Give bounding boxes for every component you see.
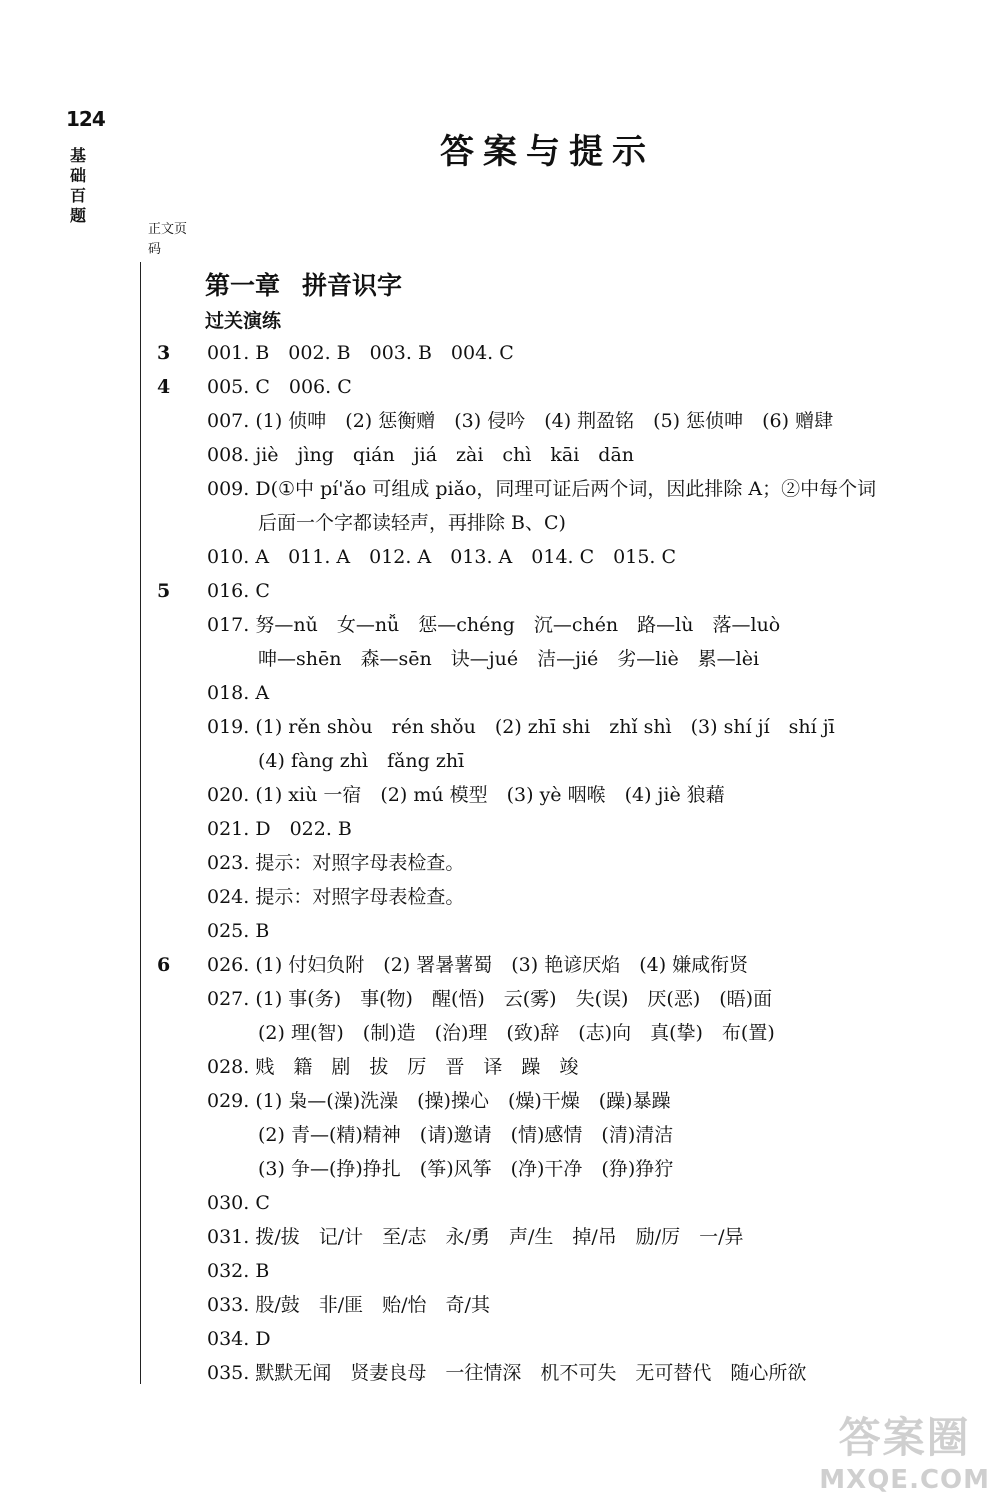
answer-text: (3) 争—(挣)挣扎 (筝)风筝 (净)干净 (狰)狰狞 bbox=[258, 1158, 674, 1180]
answer-text: (2) 理(智) (制)造 (治)理 (致)辞 (志)向 真(挚) 布(置) bbox=[258, 1022, 775, 1044]
answer-line bbox=[0, 1220, 1000, 1254]
answer-line bbox=[0, 370, 1000, 404]
answer-line bbox=[0, 676, 1000, 710]
answer-line bbox=[0, 948, 1000, 982]
section-heading: 过关演练 bbox=[205, 310, 282, 332]
answer-line bbox=[0, 982, 1000, 1016]
answer-text: 后面一个字都读轻声，再排除 B、C) bbox=[258, 512, 566, 534]
chapter-heading bbox=[205, 266, 402, 302]
answer-line bbox=[0, 1288, 1000, 1322]
answer-line bbox=[0, 574, 1000, 608]
page-title: 答案与提示 bbox=[440, 132, 655, 172]
chapter-name: 拼音识字 bbox=[302, 271, 403, 300]
answer-line bbox=[0, 540, 1000, 574]
answer-line bbox=[0, 1356, 1000, 1390]
answer-text: 001. B 002. B 003. B 004. C bbox=[207, 342, 514, 364]
answer-line bbox=[0, 1050, 1000, 1084]
answer-text: 009. D(①中 pí'ǎo 可组成 piǎo，同理可证后两个词，因此排除 A；②中每个词 bbox=[207, 478, 877, 500]
answer-text: 呻—shēn 森—sēn 诀—jué 洁—jié 劣—liè 累—lèi bbox=[258, 648, 760, 670]
answer-text: 020. (1) xiù 一宿 (2) mú 模型 (3) yè 咽喉 (4) jiè 狼藉 bbox=[207, 784, 725, 806]
answer-line bbox=[0, 1152, 1000, 1186]
chapter-label: 第一章 bbox=[205, 271, 281, 300]
answer-text: 027. (1) 事(务) 事(物) 醒(悟) 云(雾) 失(误) 厌(恶) (晤)面 bbox=[207, 988, 773, 1010]
answer-line bbox=[0, 778, 1000, 812]
page-ref: 4 bbox=[157, 376, 171, 398]
page-ref: 6 bbox=[157, 954, 171, 976]
answer-line bbox=[0, 1186, 1000, 1220]
answer-text: 025. B bbox=[207, 920, 270, 942]
answer-line bbox=[0, 608, 1000, 642]
answer-text: 016. C bbox=[207, 580, 270, 602]
answer-line bbox=[0, 642, 1000, 676]
page-ref: 5 bbox=[157, 580, 171, 602]
answer-line bbox=[0, 744, 1000, 778]
answer-text: 023. 提示：对照字母表检查。 bbox=[207, 852, 465, 874]
page-ref: 3 bbox=[157, 342, 171, 364]
answer-text: 026. (1) 付妇负附 (2) 署暑薯蜀 (3) 艳谚厌焰 (4) 嫌咸衔贤 bbox=[207, 954, 749, 976]
answer-line bbox=[0, 1322, 1000, 1356]
answer-text: 031. 拨/拔 记/计 至/志 永/勇 声/生 掉/吊 励/厉 一/异 bbox=[207, 1226, 744, 1248]
answer-text: 008. jiè jìng qián jiá zài chì kāi dān bbox=[207, 444, 635, 466]
answer-text: 010. A 011. A 012. A 013. A 014. C 015. C bbox=[207, 546, 677, 568]
answer-text: 021. D 022. B bbox=[207, 818, 352, 840]
answer-line bbox=[0, 336, 1000, 370]
watermark bbox=[819, 1405, 990, 1495]
answer-text: 032. B bbox=[207, 1260, 270, 1282]
answer-text: 033. 股/鼓 非/匪 贻/怡 奇/其 bbox=[207, 1294, 490, 1316]
watermark-url: MXQE.COM bbox=[819, 1465, 990, 1495]
answer-text: (4) fàng zhì fǎng zhī bbox=[258, 750, 465, 772]
answer-text: 030. C bbox=[207, 1192, 270, 1214]
side-label: 基础百题 bbox=[70, 146, 87, 225]
answer-text: 028. 贱 籍 剧 拔 厉 晋 译 躁 竣 bbox=[207, 1056, 579, 1078]
answer-line bbox=[0, 880, 1000, 914]
answer-line bbox=[0, 914, 1000, 948]
answer-text: 018. A bbox=[207, 682, 270, 704]
answer-text: 035. 默默无闻 贤妻良母 一往情深 机不可失 无可替代 随心所欲 bbox=[207, 1362, 807, 1384]
answer-line bbox=[0, 404, 1000, 438]
answer-text: 019. (1) rěn shòu rén shǒu (2) zhī shi zhǐ shì (3) shí jí shí jī bbox=[207, 716, 835, 738]
answer-text: (2) 青—(精)精神 (请)邀请 (情)感情 (清)清洁 bbox=[258, 1124, 674, 1146]
answer-line bbox=[0, 1016, 1000, 1050]
answer-line bbox=[0, 1254, 1000, 1288]
page-number: 124 bbox=[66, 107, 105, 131]
answer-line bbox=[0, 1084, 1000, 1118]
answer-text: 017. 努—nǔ 女—nǚ 惩—chéng 沉—chén 路—lù 落—luò bbox=[207, 614, 781, 636]
answer-line bbox=[0, 506, 1000, 540]
answer-text: 024. 提示：对照字母表检查。 bbox=[207, 886, 465, 908]
answer-line bbox=[0, 846, 1000, 880]
watermark-logo: 答案圈 bbox=[838, 1413, 971, 1462]
answer-text: 005. C 006. C bbox=[207, 376, 352, 398]
answer-text: 007. (1) 侦呻 (2) 惩衡赠 (3) 侵吟 (4) 荆盈铭 (5) 惩侦呻 (6) 赠肆 bbox=[207, 410, 834, 432]
answer-text: 029. (1) 枭—(澡)洗澡 (操)操心 (燥)干燥 (躁)暴躁 bbox=[207, 1090, 671, 1112]
column-header: 正文页码 bbox=[148, 222, 188, 257]
answer-line bbox=[0, 1118, 1000, 1152]
answer-line bbox=[0, 710, 1000, 744]
answer-line bbox=[0, 472, 1000, 506]
answer-line bbox=[0, 438, 1000, 472]
answer-line bbox=[0, 812, 1000, 846]
answer-text: 034. D bbox=[207, 1328, 271, 1350]
